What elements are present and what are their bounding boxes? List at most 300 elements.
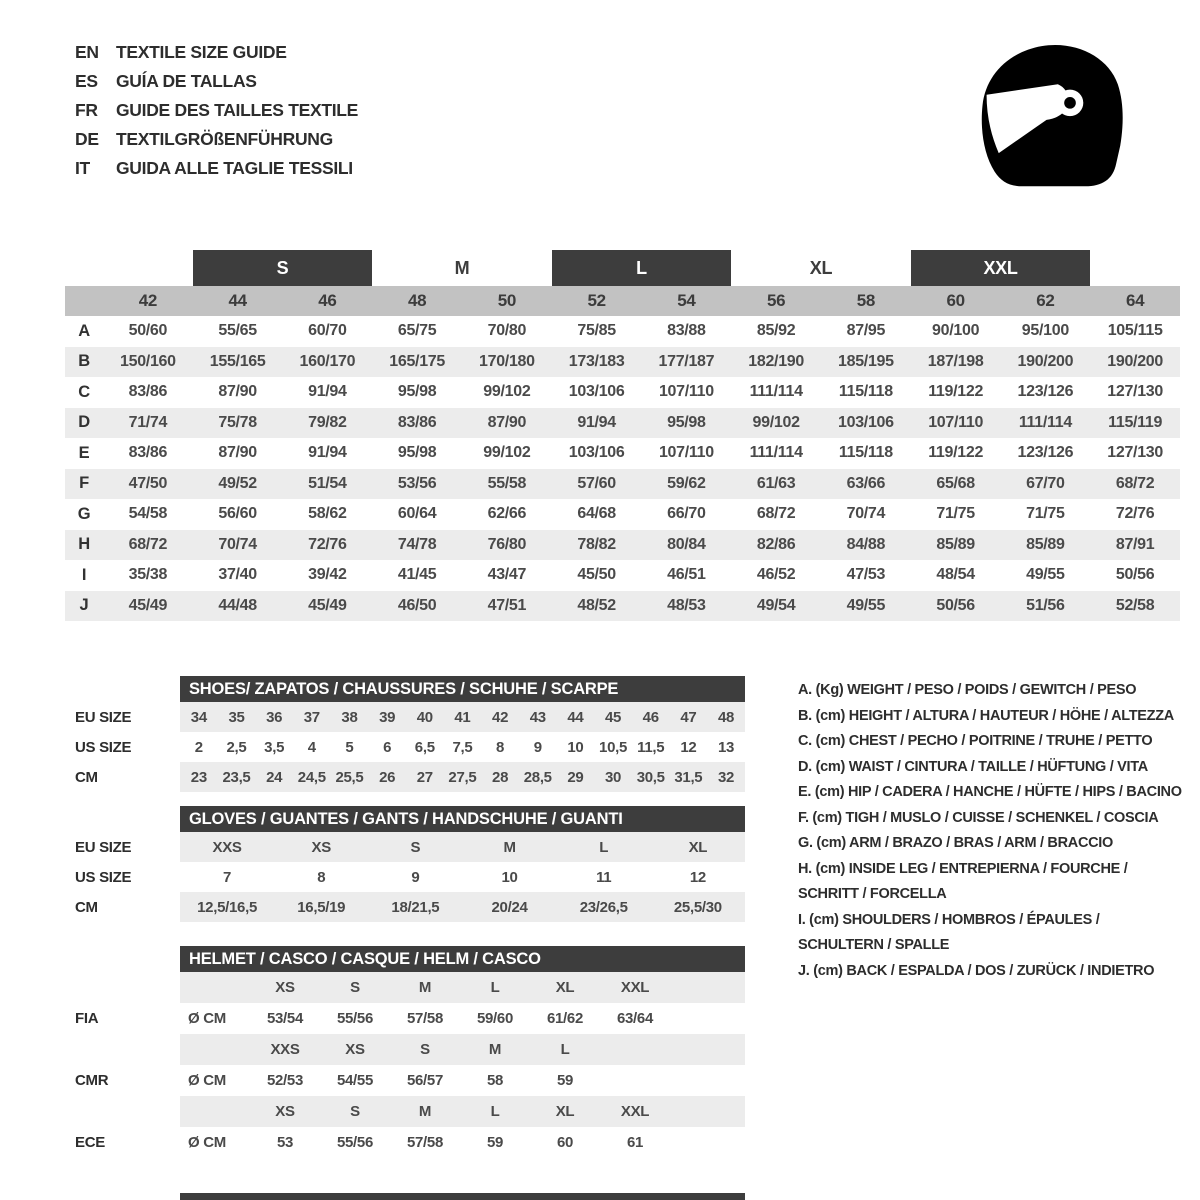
shoes-size-value: 12 [680,738,697,756]
legend-line: A. (Kg) WEIGHT / PESO / POIDS / GEWITCH / PESO [798,682,1137,698]
language-title-row [75,125,358,154]
helmet-standard-label: ECE [75,1134,105,1151]
measurement-value: 78/82 [577,535,616,553]
gloves-size-section [75,806,745,922]
measurement-value: 87/95 [846,322,886,340]
legend-line: E. (cm) HIP / CADERA / HANCHE / HÜFTE / HIPS / BACINO [798,784,1182,800]
gloves-size-value: XS [311,838,331,856]
measurement-row-letter: B [78,352,90,371]
legend-item [798,857,1200,908]
measurement-value: 87/90 [218,383,257,401]
measurement-value: 87/91 [1115,535,1155,553]
numeric-size-value: 64 [1125,291,1145,310]
measurement-value: 41/45 [397,566,437,584]
measurement-value: 68/72 [1115,474,1155,492]
measurement-value: 49/52 [218,474,257,492]
measurement-value: 91/94 [308,444,347,462]
numeric-size-value: 42 [138,291,158,310]
helmet-size-section [75,946,745,1158]
measurement-value: 49/54 [756,596,796,614]
helmet-size-value: 55/56 [336,1010,374,1027]
measurement-value: 44/48 [218,596,257,614]
measurement-row-letter: A [78,321,90,340]
gloves-size-value: 25,5/30 [673,898,722,916]
measurement-value: 91/94 [577,413,616,431]
measurement-value: 111/114 [1018,413,1072,431]
measurement-value: 51/54 [308,474,347,492]
legend-item [798,729,1200,755]
helmet-size-labels [180,1034,745,1065]
measurement-value: 90/100 [932,322,980,340]
helmet-size-label: XS [275,979,295,996]
measurement-value: 83/86 [128,444,168,462]
measurement-row-letter: F [79,474,89,493]
measurement-value: 63/66 [846,474,886,492]
measurement-value: 87/90 [218,444,257,462]
legend-line: F. (cm) TIGH / MUSLO / CUISSE / SCHENKEL / COSCIA [798,809,1159,826]
shoes-size-value: 6 [383,738,392,756]
measurement-value: 60/70 [308,322,347,340]
numeric-size-value: 58 [856,291,876,310]
helmet-size-label: L [560,1041,570,1058]
measurement-value: 99/102 [483,444,531,462]
helmet-standard-group [75,1034,745,1096]
measurement-value: 45/49 [308,596,347,614]
measurement-value: 61/63 [756,474,796,492]
numeric-size-value: 62 [1036,291,1055,310]
helmet-value-cells [250,1134,670,1151]
gloves-size-value: 9 [411,868,420,886]
measurement-value: 95/98 [397,383,437,401]
shoes-size-value: 42 [492,708,509,726]
measurement-value: 111/114 [749,444,803,462]
helmet-size-label-cells [250,1041,600,1058]
measurement-value: 46/51 [667,566,706,584]
shoes-size-value: 24,5 [297,768,326,786]
measurement-value: 84/88 [846,535,886,553]
measurement-row-values [103,475,1180,493]
helmet-size-value: 58 [486,1072,504,1089]
measurement-row [65,377,1180,408]
measurement-value: 64/68 [577,505,616,523]
measurement-value: 65/75 [397,322,437,340]
helmet-standard-values [180,1003,745,1034]
shoes-size-value: 35 [228,708,245,726]
shoes-size-value: 23 [190,768,207,786]
helmet-size-label: XS [345,1041,365,1058]
measurement-value: 103/106 [568,444,625,462]
gloves-size-value: S [410,838,421,856]
legend-item [798,831,1200,857]
shoes-size-value: 27,5 [448,768,477,786]
measurement-value: 68/72 [756,505,796,523]
helmet-standard-group [75,972,745,1034]
measurement-value: 107/110 [658,383,714,401]
helmet-size-label: XXL [620,1103,650,1120]
helmet-size-label: M [418,1103,432,1120]
measurement-row-letter: I [81,565,87,584]
language-title-row [75,96,358,125]
measurement-value: 71/74 [128,413,168,431]
shoes-size-value: 26 [379,768,396,786]
helmet-standard-values [180,1127,745,1158]
helmet-unit-label: Ø CM [188,1072,226,1089]
helmet-size-label-cells [250,979,670,996]
measurement-value: 185/195 [838,352,894,370]
helmet-size-label: L [490,979,500,996]
shoes-size-value: 37 [303,708,320,726]
shoes-row [75,702,745,732]
measurement-value: 71/75 [1026,505,1065,523]
helmet-standard-label: CMR [75,1072,109,1089]
shoes-row-values [180,762,745,792]
shoes-size-value: 7,5 [452,738,473,756]
measurement-value: 107/110 [928,413,984,431]
measurement-value: 79/82 [308,413,347,431]
measurement-value: 50/56 [936,596,975,614]
measurement-value: 170/180 [479,352,535,370]
language-code: ES [75,71,98,91]
measurement-value: 107/110 [658,444,714,462]
gloves-size-value: L [599,838,609,856]
helmet-size-value: 55/56 [336,1134,374,1151]
shoes-size-section [75,676,745,792]
numeric-size-value: 44 [228,291,247,310]
measurement-row-values [103,566,1180,584]
measurement-rows [65,316,1180,621]
gloves-row [75,832,745,862]
helmet-size-label: M [418,979,432,996]
measurement-value: 99/102 [483,383,531,401]
measurement-value: 111/114 [749,383,803,401]
helmet-size-labels [180,972,745,1003]
shoes-size-value: 2 [194,738,203,756]
measurement-value: 53/56 [397,474,437,492]
shoes-size-value: 29 [567,768,584,786]
shoes-size-value: 28 [492,768,509,786]
legend-line: G. (cm) ARM / BRAZO / BRAS / ARM / BRACCIO [798,835,1113,851]
measurement-value: 47/53 [846,566,886,584]
shoes-size-value: 6,5 [414,738,435,756]
helmet-size-value: 61/62 [546,1010,584,1027]
measurement-value: 83/86 [397,413,437,431]
shoes-size-value: 24 [266,768,283,786]
measurement-value: 74/78 [397,535,437,553]
gloves-size-value: 12 [689,868,706,886]
numeric-size-value: 54 [677,291,696,310]
measurement-value: 85/92 [756,322,796,340]
measurement-value: 123/126 [1017,444,1074,462]
guide-title: GUÍA DE TALLAS [116,71,257,91]
numeric-size-value: 52 [587,291,606,310]
measurement-value: 56/60 [218,505,257,523]
helmet-size-value: 53/54 [266,1010,304,1027]
measurement-value: 85/89 [1026,535,1065,553]
language-code: EN [75,42,99,62]
helmet-value-cells [250,1072,600,1089]
measurement-value: 182/190 [748,352,804,370]
gloves-row-values [180,862,745,892]
measurement-value: 173/183 [568,352,625,370]
legend-line: I. (cm) SHOULDERS / HOMBROS / ÉPAULES / [798,911,1100,928]
helmet-size-value: 59/60 [476,1010,514,1027]
helmet-size-label: S [350,979,360,996]
measurement-value: 60/64 [397,505,437,523]
language-code: IT [75,158,90,178]
shoes-size-value: 9 [533,738,542,756]
measurement-value: 48/54 [936,566,975,584]
measurement-value: 50/60 [128,322,168,340]
measurement-row-letter: H [78,535,90,554]
measurement-value: 59/62 [667,474,706,492]
measurement-value: 43/47 [487,566,527,584]
helmet-size-value: 52/53 [266,1072,304,1089]
size-group-label: S [193,250,373,286]
measurement-value: 105/115 [1107,322,1163,340]
size-group-label: XXL [911,250,1091,286]
measurement-row [65,530,1180,561]
legend-item [798,908,1200,959]
gloves-size-value: XXS [212,838,242,856]
guide-title: GUIDE DES TAILLES TEXTILE [116,100,359,120]
helmet-size-value: 59 [486,1134,504,1151]
racing-helmet-icon [972,34,1134,201]
helmet-size-label-row [75,1096,745,1127]
measurement-value: 70/80 [487,322,527,340]
measurement-value: 119/122 [928,444,984,462]
helmet-size-value: 56/57 [406,1072,444,1089]
helmet-size-label: XL [555,979,575,996]
gloves-row-label: US SIZE [75,868,132,886]
helmet-size-label: S [350,1103,360,1120]
helmet-size-value: 53 [276,1134,294,1151]
textile-size-table [65,250,1180,621]
measurement-row-values [103,536,1180,554]
measurement-value: 70/74 [846,505,886,523]
helmet-standard-row [75,1065,745,1096]
gloves-row-values [180,832,745,862]
measurement-value: 150/160 [120,352,176,370]
shoes-size-value: 36 [266,708,283,726]
helmet-value-cells [250,1010,670,1027]
legend-line: C. (cm) CHEST / PECHO / POITRINE / TRUHE / PETTO [798,733,1153,749]
measurement-value: 123/126 [1017,383,1074,401]
measurement-value: 72/76 [1115,505,1155,523]
legend-line: H. (cm) INSIDE LEG / ENTREPIERNA / FOURCHE / [798,860,1128,877]
gloves-section-header: GLOVES / GUANTES / GANTS / HANDSCHUHE / GUANTI [180,806,745,832]
shoes-row-values [180,732,745,762]
helmet-size-label-row [75,1034,745,1065]
helmet-standards [75,972,745,1158]
legend-line: D. (cm) WAIST / CINTURA / TAILLE / HÜFTUNG / VITA [798,758,1148,775]
measurement-value: 37/40 [218,566,257,584]
legend-item [798,704,1200,730]
measurement-value: 58/62 [308,505,347,523]
shoes-size-value: 48 [717,708,735,726]
helmet-standard-group [75,1096,745,1158]
gloves-size-value: 18/21,5 [391,898,440,916]
shoes-size-value: 44 [567,708,584,726]
shoes-size-value: 34 [190,708,207,726]
measurement-value: 52/58 [1115,596,1155,614]
measurement-row-letter: E [78,443,90,462]
legend-item [798,959,1200,985]
gloves-size-value: 23/26,5 [579,898,628,916]
language-title-list [75,38,358,183]
measurement-value: 57/60 [577,474,616,492]
measurement-value: 35/38 [128,566,168,584]
shoes-size-value: 39 [379,708,396,726]
measurement-row-values [103,383,1180,401]
helmet-size-value: 57/58 [406,1010,444,1027]
gloves-size-value: M [503,838,516,856]
gloves-rows [75,832,745,922]
measurement-value: 75/78 [218,413,257,431]
numeric-size-value: 48 [407,291,427,310]
shoes-rows [75,702,745,792]
numeric-size-value: 46 [318,291,337,310]
helmet-standard-values [180,1065,745,1096]
measurement-value: 155/165 [209,352,266,370]
size-group-label: L [552,250,732,286]
legend-line: SCHRITT / FORCELLA [798,886,947,902]
measurement-value: 49/55 [1026,566,1065,584]
guide-title: TEXTILGRÖßENFÜHRUNG [116,129,333,149]
measurement-value: 83/86 [128,383,168,401]
language-title-row [75,38,358,67]
language-title-row [75,154,358,183]
size-group-label: M [454,257,470,278]
legend-item [798,678,1200,704]
measurement-value: 48/52 [577,596,616,614]
gloves-size-value: 20/24 [491,898,528,916]
legend-line: B. (cm) HEIGHT / ALTURA / HAUTEUR / HÖHE / ALTEZZA [798,707,1174,724]
gloves-row-label: CM [75,898,98,916]
shoes-row-label: US SIZE [75,738,132,756]
measurement-value: 55/58 [487,474,527,492]
shoes-size-value: 45 [605,708,622,726]
shoes-size-value: 4 [307,738,316,756]
numeric-size-header-row [65,286,1180,316]
measurement-value: 45/49 [128,596,168,614]
measurement-value: 83/88 [667,322,706,340]
shoes-row [75,762,745,792]
measurement-value: 45/50 [577,566,616,584]
shoes-size-value: 47 [680,708,697,726]
measurement-row [65,438,1180,469]
shoes-size-value: 2,5 [226,738,247,756]
size-group-header-row [65,250,1180,286]
gloves-size-value: 16,5/19 [297,898,346,916]
measurement-row-values [103,353,1180,371]
measurement-value: 46/50 [397,596,437,614]
gloves-row [75,862,745,892]
helmet-size-value: 61 [626,1134,644,1151]
size-group-label: XL [809,257,833,278]
gloves-row [75,892,745,922]
measurement-row-values [103,505,1180,523]
helmet-size-value: 57/58 [406,1134,444,1151]
helmet-size-label-row [75,972,745,1003]
measurement-value: 65/68 [936,474,975,492]
measurement-value: 62/66 [487,505,527,523]
measurement-value: 48/53 [667,596,706,614]
measurement-value: 75/85 [577,322,616,340]
measurement-value: 99/102 [752,413,800,431]
measurement-value: 187/198 [927,352,984,370]
helmet-size-label: XS [275,1103,295,1120]
helmet-section-header: HELMET / CASCO / CASQUE / HELM / CASCO [180,946,745,972]
shoes-size-value: 23,5 [222,768,251,786]
measurement-row-letter: G [77,504,91,523]
measurement-value: 91/94 [308,383,347,401]
helmet-standard-label: FIA [75,1010,99,1027]
shoes-size-value: 27 [416,768,433,786]
guide-title: TEXTILE SIZE GUIDE [116,42,287,62]
measurement-row [65,591,1180,622]
measurement-value: 72/76 [308,535,347,553]
measurement-legend [798,678,1200,984]
shoes-size-value: 10 [567,738,584,756]
helmet-size-label: L [490,1103,500,1120]
measurement-value: 160/170 [299,352,356,370]
measurement-value: 55/65 [218,322,257,340]
numeric-size-value: 60 [946,291,965,310]
gloves-size-value: XL [688,838,708,856]
shoes-size-value: 41 [454,708,471,726]
shoes-row-label: CM [75,768,98,786]
measurement-value: 46/52 [756,566,796,584]
helmet-unit-label: Ø CM [188,1010,226,1027]
measurement-value: 95/98 [397,444,437,462]
measurement-row [65,499,1180,530]
measurement-value: 87/90 [487,413,527,431]
measurement-row-letter: C [78,382,90,401]
measurement-value: 49/55 [846,596,886,614]
measurement-row [65,469,1180,500]
gloves-size-value: 8 [317,868,326,886]
gloves-size-value: 11 [596,868,612,886]
measurement-value: 190/200 [1107,352,1163,370]
shoes-size-value: 13 [717,738,735,756]
measurement-value: 67/70 [1026,474,1065,492]
measurement-value: 95/98 [667,413,706,431]
shoes-size-value: 46 [642,708,659,726]
measurement-value: 115/118 [838,383,893,401]
legend-item [798,780,1200,806]
shoes-size-value: 5 [345,738,354,756]
measurement-value: 70/74 [218,535,257,553]
shoes-size-value: 8 [496,738,505,756]
measurement-value: 80/84 [667,535,706,553]
language-title-row [75,67,358,96]
shoes-size-value: 3,5 [264,738,285,756]
helmet-unit-label: Ø CM [188,1134,226,1151]
numeric-size-value: 50 [497,291,517,310]
measurement-row [65,316,1180,347]
helmet-size-label: XL [555,1103,575,1120]
legend-line: J. (cm) BACK / ESPALDA / DOS / ZURÜCK / INDIETRO [798,962,1155,979]
measurement-row-letter: J [79,596,89,615]
shoes-size-value: 38 [341,708,358,726]
measurement-value: 103/106 [568,383,625,401]
shoes-row-values [180,702,745,732]
measurement-row-values [103,322,1180,340]
numeric-size-value: 56 [766,291,786,310]
helmet-size-value: 54/55 [336,1072,374,1089]
cropped-next-section-bar [180,1193,745,1200]
gloves-size-value: 12,5/16,5 [197,898,257,916]
